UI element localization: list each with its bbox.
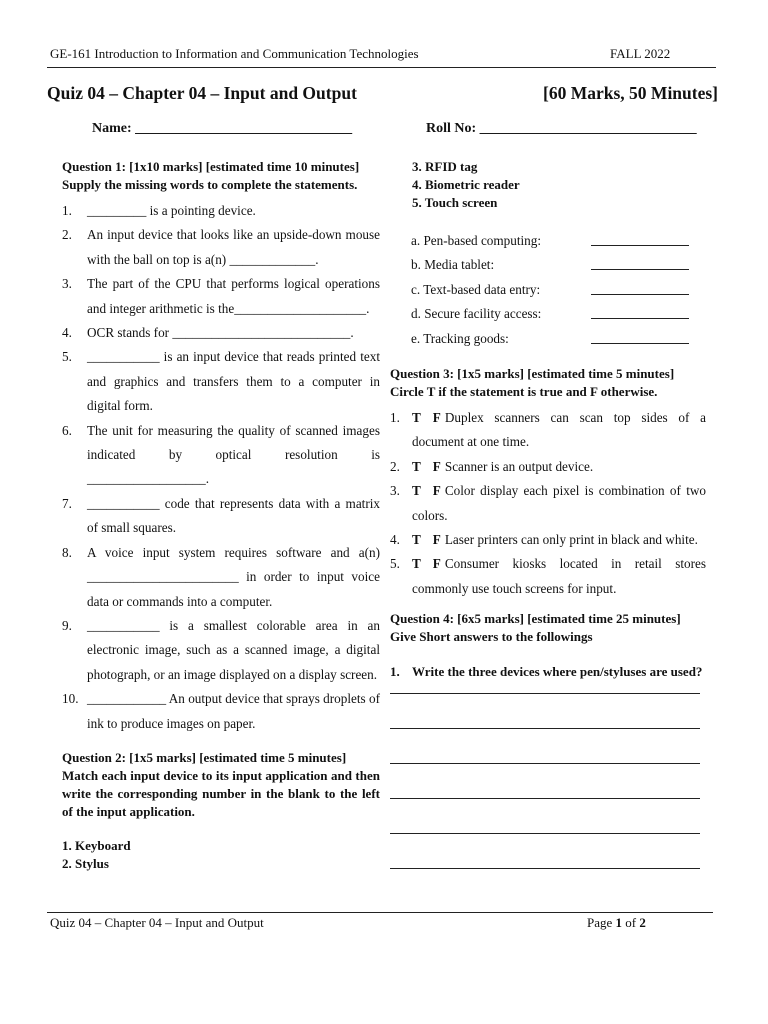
q1-item xyxy=(62,541,380,614)
right-column xyxy=(390,158,706,903)
q3-item-text: Laser printers can only print in black and white. xyxy=(444,531,698,547)
quiz-title: Quiz 04 – Chapter 04 – Input and Output xyxy=(47,83,357,103)
q2-application-label: c. Text-based data entry: xyxy=(411,281,541,297)
q3-item-number: 2. xyxy=(390,458,400,474)
false-option[interactable]: F xyxy=(432,483,441,499)
q1-item-text: An input device that looks like an upside-down mouse with the ball on top is a(n) _____________. xyxy=(87,227,380,267)
false-option[interactable]: F xyxy=(432,531,441,547)
q2-device: 3. RFID tag xyxy=(412,159,478,174)
page-number xyxy=(587,915,646,931)
q1-item-text: The unit for measuring the quality of scanned images indicated by optical resolution is __________________. xyxy=(87,422,380,487)
q1-item-text: A voice input system requires software and a(n) _______________________ in order to input voice data or commands into a computer. xyxy=(87,544,380,609)
answer-line[interactable] xyxy=(390,728,700,729)
q2-answer-blank[interactable] xyxy=(591,269,689,270)
q2-heading: Question 2: [1x5 marks] [estimated time 5 minutes] xyxy=(62,749,347,765)
q3-list xyxy=(390,406,706,601)
q1-item-text: ___________ code that represents data with a matrix of small squares. xyxy=(87,495,380,536)
q1-item xyxy=(62,419,380,492)
true-option[interactable]: T xyxy=(412,531,421,547)
false-option[interactable]: F xyxy=(432,556,441,572)
q3-item xyxy=(390,455,706,479)
name-field[interactable]: Name: _______________________________ xyxy=(92,121,353,136)
of-word: of xyxy=(625,915,637,930)
q2-application xyxy=(411,302,706,326)
question-1 xyxy=(62,158,380,873)
q2-answer-blank[interactable] xyxy=(591,245,689,246)
q2-device: 5. Touch screen xyxy=(412,195,498,210)
q4-heading: Question 4: [6x5 marks] [estimated time 25 minutes] xyxy=(390,611,681,627)
q2-application-label: d. Secure facility access: xyxy=(411,306,542,322)
q3-instruction: Circle T if the statement is true and F otherwise. xyxy=(390,383,658,399)
q2-device: 4. Biometric reader xyxy=(412,177,520,192)
page-word: Page xyxy=(587,915,613,930)
q3-item xyxy=(390,528,706,552)
q2-answer-blank[interactable] xyxy=(591,318,689,319)
q2-devices-left xyxy=(62,837,380,873)
q1-heading: Question 1: [1x10 marks] [estimated time 10 minutes] xyxy=(62,159,360,174)
answer-line[interactable] xyxy=(390,868,700,869)
course-title: GE-161 Introduction to Information and Communication Technologies xyxy=(50,46,419,61)
q3-item-number: 3. xyxy=(390,483,400,499)
q3-item-number: 5. xyxy=(390,556,400,572)
q1-item-text: ___________ is a smallest colorable area in an electronic image, such as a scanned image, a digital photograph, or an image displayed on a display screen. xyxy=(87,617,380,682)
question-3 xyxy=(390,365,706,601)
q1-item xyxy=(62,614,380,687)
q1-item-number: 3. xyxy=(62,276,72,292)
answer-line[interactable] xyxy=(390,763,700,764)
q3-item-number: 1. xyxy=(390,409,400,425)
q2-instruction: Match each input device to its input application and then write the corresponding number in the blank to the left of the input application. xyxy=(62,767,380,819)
footer-title: Quiz 04 – Chapter 04 – Input and Output xyxy=(50,915,264,930)
q1-item-number: 6. xyxy=(62,422,72,438)
q1-list xyxy=(62,199,380,736)
q1-item-number: 8. xyxy=(62,544,72,560)
q1-item-number: 1. xyxy=(62,203,72,218)
roll-field[interactable]: Roll No: _______________________________ xyxy=(426,121,697,136)
q2-application-label: e. Tracking goods: xyxy=(411,330,509,346)
q2-device: 2. Stylus xyxy=(62,855,109,871)
quiz-marks: [60 Marks, 50 Minutes] xyxy=(543,83,718,103)
page-current: 1 xyxy=(615,915,623,930)
q2-applications xyxy=(390,229,706,351)
q2-application-label: a. Pen-based computing: xyxy=(411,233,542,248)
q3-item xyxy=(390,479,706,528)
q3-item xyxy=(390,406,706,455)
q2-answer-blank[interactable] xyxy=(591,343,689,344)
q4-item-number: 1. xyxy=(390,664,400,680)
q1-item xyxy=(62,321,380,345)
false-option[interactable]: F xyxy=(432,409,441,425)
q1-item xyxy=(62,492,380,541)
q4-item xyxy=(390,663,706,681)
q3-item-number: 4. xyxy=(390,531,400,547)
question-4 xyxy=(390,610,706,869)
answer-line[interactable] xyxy=(390,693,700,694)
q1-item-number: 7. xyxy=(62,495,72,511)
page-total: 2 xyxy=(639,915,646,930)
q1-item xyxy=(62,687,380,736)
q3-item-text: Scanner is an output device. xyxy=(444,458,594,474)
q1-item-text: ___________ is an input device that reads printed text and graphics and transfers them to a computer in digital form. xyxy=(87,349,380,414)
q1-item-text: ____________ An output device that sprays droplets of ink to produce images on paper. xyxy=(87,691,380,731)
q1-item-text: _________ is a pointing device. xyxy=(87,203,256,218)
q2-application xyxy=(411,327,706,351)
q1-item-number: 9. xyxy=(62,617,72,633)
answer-line[interactable] xyxy=(390,833,700,834)
q2-device: 1. Keyboard xyxy=(62,837,131,853)
false-option[interactable]: F xyxy=(432,458,441,474)
header-rule xyxy=(47,67,716,68)
q2-application-label: b. Media tablet: xyxy=(411,257,495,273)
true-option[interactable]: T xyxy=(412,556,421,572)
question-2 xyxy=(62,749,380,873)
q1-item xyxy=(62,272,380,321)
q3-item-text: Color display each pixel is combination of two colors. xyxy=(412,483,706,523)
true-option[interactable]: T xyxy=(412,458,421,474)
answer-line[interactable] xyxy=(390,798,700,799)
q1-item xyxy=(62,199,380,223)
q1-item xyxy=(62,223,380,272)
q2-application xyxy=(411,253,706,277)
q1-item-number: 2. xyxy=(62,227,72,243)
q4-answer-lines xyxy=(390,693,706,869)
q2-devices-right xyxy=(390,158,706,212)
q1-item-text: The part of the CPU that performs logical operations and integer arithmetic is the____________________. xyxy=(87,276,380,316)
q1-item-number: 5. xyxy=(62,349,72,365)
true-option[interactable]: T xyxy=(412,483,421,499)
term: FALL 2022 xyxy=(610,46,671,61)
q3-item xyxy=(390,552,706,601)
q1-item-number: 10. xyxy=(62,691,79,707)
q1-item-number: 4. xyxy=(62,325,72,341)
q1-item xyxy=(62,345,380,418)
q4-item-text: Write the three devices where pen/styluses are used? xyxy=(412,664,703,680)
q3-item-text: Consumer kiosks located in retail stores commonly use touch screens for input. xyxy=(412,556,706,596)
q2-application xyxy=(411,229,706,253)
q2-answer-blank[interactable] xyxy=(591,294,689,295)
q3-heading: Question 3: [1x5 marks] [estimated time 5 minutes] xyxy=(390,365,675,381)
q2-application xyxy=(411,278,706,302)
q1-item-text: OCR stands for ___________________________. xyxy=(87,325,354,341)
q3-item-text: Duplex scanners can scan top sides of a document at one time. xyxy=(412,409,706,450)
true-option[interactable]: T xyxy=(412,409,421,425)
q4-instruction: Give Short answers to the followings xyxy=(390,629,593,645)
q1-instruction: Supply the missing words to complete the statements. xyxy=(62,177,358,192)
footer-rule xyxy=(47,912,713,913)
